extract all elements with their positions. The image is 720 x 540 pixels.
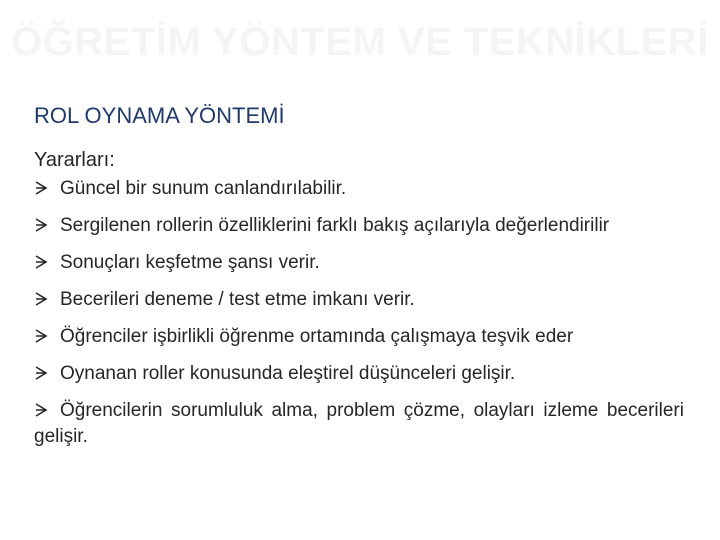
bullet-text: Oynanan roller konusunda eleştirel düşünceleri gelişir. [60,363,516,384]
bullet-item [34,213,684,239]
bullet-text: Öğrenciler işbirlikli öğrenme ortamında çalışmaya teşvik eder [60,326,574,347]
bullet-item [34,398,684,450]
section-heading: ROL OYNAMA YÖNTEMİ [34,103,285,128]
arrow-bullet-icon [34,366,48,380]
slide-title: ÖĞRETİM YÖNTEM VE TEKNİKLERİ [11,20,709,64]
arrow-bullet-icon [34,329,48,343]
bullet-text: Güncel bir sunum canlandırılabilir. [60,178,347,199]
bullet-text: Sergilenen rollerin özelliklerini farklı bakış açılarıyla değerlendirilir [60,215,610,236]
bullet-item [34,287,684,313]
arrow-bullet-icon [34,292,48,306]
arrow-bullet-icon [34,218,48,232]
bullet-text: Becerileri deneme / test etme imkanı verir. [60,289,415,310]
arrow-bullet-icon [34,403,48,417]
arrow-bullet-icon [34,181,48,195]
bullet-text: Sonuçları keşfetme şansı verir. [60,252,320,273]
benefits-label: Yararları: [34,149,115,171]
benefits-list [34,176,684,461]
bullet-item [34,250,684,276]
bullet-text: Öğrencilerin sorumluluk alma, problem çözme, olayları izleme becerileri gelişir. [34,400,684,447]
arrow-bullet-icon [34,255,48,269]
bullet-item [34,361,684,387]
bullet-item [34,324,684,350]
bullet-item [34,176,684,202]
